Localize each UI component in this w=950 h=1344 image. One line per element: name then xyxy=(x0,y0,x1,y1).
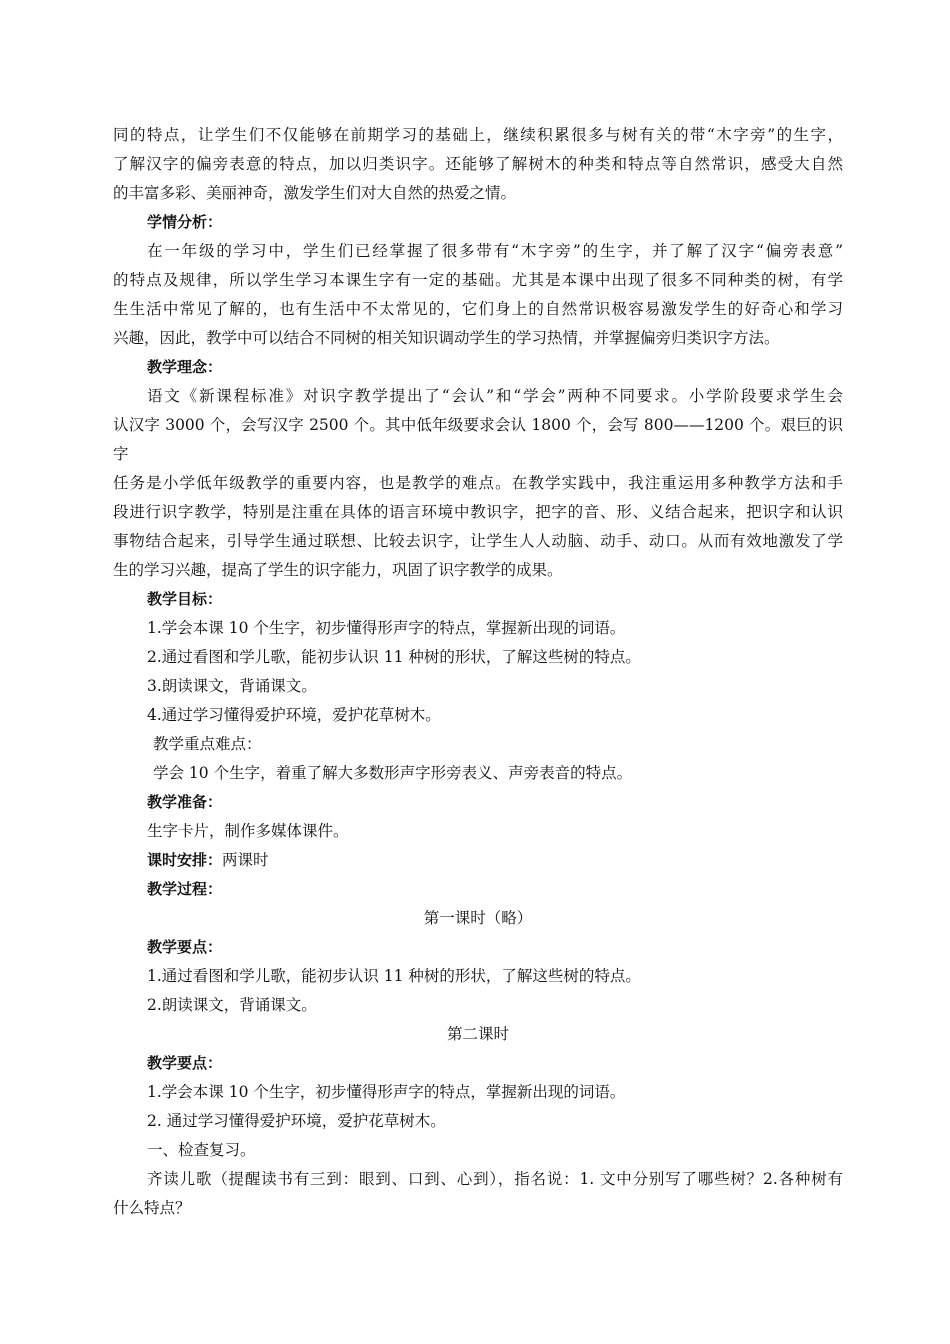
schedule-text: 两课时 xyxy=(222,851,269,869)
lesson1-item: 2.朗读课文，背诵课文。 xyxy=(147,996,317,1014)
intro-line: 了解汉字的偏旁表意的特点，加以归类识字。还能够了解树木的种类和特点等自然常识，感受大自然 xyxy=(113,155,843,173)
philosophy-line: 任务是小学低年级教学的重要内容，也是教学的难点。在教学实践中，我注重运用多种教学方法和手 xyxy=(113,474,843,492)
lesson1-item: 1.通过看图和学儿歌，能初步认识 11 种树的形状，了解这些树的特点。 xyxy=(147,967,641,985)
goal-item: 2.通过看图和学儿歌，能初步认识 11 种树的形状，了解这些树的特点。 xyxy=(147,648,641,666)
analysis-heading: 学情分析： xyxy=(147,213,223,231)
key-points-text: 学会 10 个生字，着重了解大多数形声字形旁表义、声旁表音的特点。 xyxy=(153,764,633,782)
document-body xyxy=(113,121,843,1223)
analysis-line: 兴趣，因此，教学中可以结合不同树的相关知识调动学生的学习热情，并掌握偏旁归类识字方法。 xyxy=(113,329,780,347)
lesson1-title: 第一课时（略） xyxy=(423,909,533,927)
goal-item: 4.通过学习懂得爱护环境，爱护花草树木。 xyxy=(147,706,441,724)
philosophy-line: 语文《新课程标准》对识字教学提出了“会认”和“学会”两种不同要求。小学阶段要求学生会 xyxy=(147,387,843,405)
prep-heading: 教学准备： xyxy=(147,793,223,811)
key-points-heading: 教学重点难点： xyxy=(153,735,262,753)
lesson2-heading: 教学要点： xyxy=(147,1054,223,1072)
analysis-line: 的特点及规律，所以学生学习本课生字有一定的基础。尤其是本课中出现了很多不同种类的树，有学 xyxy=(113,271,843,289)
philosophy-line: 事物结合起来，引导学生通过联想、比较去识字，让学生人人动脑、动手、动口。从而有效地激发了学 xyxy=(113,532,843,550)
intro-line: 的丰富多彩、美丽神奇，激发学生们对大自然的热爱之情。 xyxy=(113,184,517,202)
section-heading: 一、检查复习。 xyxy=(147,1141,256,1159)
goal-item: 1.学会本课 10 个生字，初步懂得形声字的特点，掌握新出现的词语。 xyxy=(147,619,626,637)
lesson2-title: 第二课时 xyxy=(446,1025,509,1043)
analysis-line: 在一年级的学习中，学生们已经掌握了很多带有“木字旁”的生字，并了解了汉字“偏旁表意” xyxy=(147,242,843,260)
schedule-line xyxy=(113,846,843,875)
analysis-line: 生生活中常见了解的，也有生活中不太常见的，它们身上的自然常识极容易激发学生的好奇心和学习 xyxy=(113,300,843,318)
philosophy-line: 段进行识字教学，特别是注重在具体的语言环境中教识字，把字的音、形、义结合起来，把识字和认识 xyxy=(113,503,843,521)
reading-line: 齐读儿歌（提醒读书有三到：眼到、口到、心到），指名说：1. 文中分别写了哪些树？2.各种树有 xyxy=(147,1170,843,1188)
goal-item: 3.朗读课文，背诵课文。 xyxy=(147,677,317,695)
intro-line: 同的特点，让学生们不仅能够在前期学习的基础上，继续积累很多与树有关的带“木字旁”的生字， xyxy=(113,126,843,144)
schedule-heading: 课时安排： xyxy=(147,851,223,869)
prep-text: 生字卡片，制作多媒体课件。 xyxy=(147,822,349,840)
philosophy-heading: 教学理念： xyxy=(147,358,223,376)
lesson1-heading: 教学要点： xyxy=(147,938,223,956)
philosophy-line: 认汉字 3000 个，会写汉字 2500 个。其中低年级要求会认 1800 个，会写 800——1200 个。艰巨的识字 xyxy=(113,416,843,463)
reading-line: 什么特点？ xyxy=(113,1199,191,1217)
lesson2-item: 1.学会本课 10 个生字，初步懂得形声字的特点，掌握新出现的词语。 xyxy=(147,1083,626,1101)
process-heading: 教学过程： xyxy=(147,880,223,898)
philosophy-line: 生的学习兴趣，提高了学生的识字能力，巩固了识字教学的成果。 xyxy=(113,561,563,579)
lesson2-item: 2. 通过学习懂得爱护环境，爱护花草树木。 xyxy=(147,1112,446,1130)
goals-heading: 教学目标： xyxy=(147,590,223,608)
